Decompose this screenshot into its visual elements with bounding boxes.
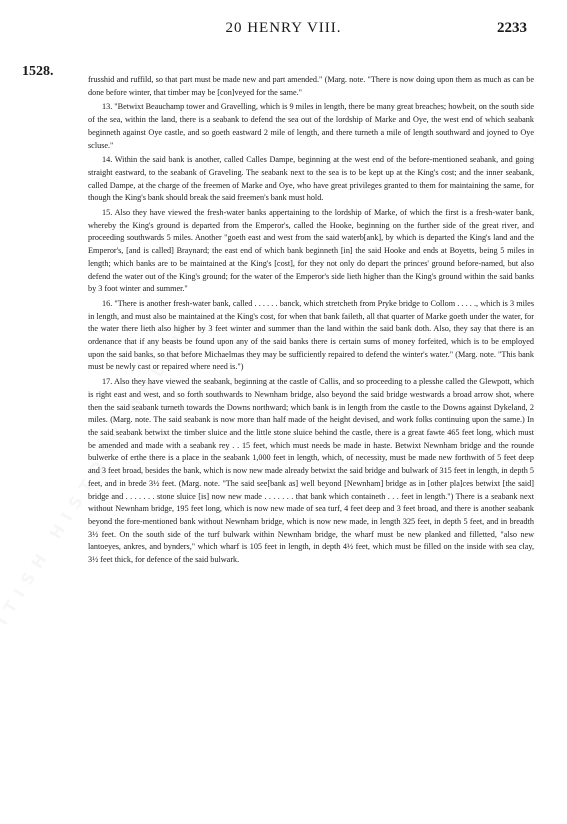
- page-number: 2233: [497, 20, 527, 36]
- reign-title: 20 HENRY VIII.: [225, 20, 342, 36]
- paragraph-continuation: frusshid and ruffild, so that part must be made new and part amended." (Marg. note. "There is now doing upon them as much as can be done before winter, that timber may be [con]veyed for the same.": [88, 75, 534, 97]
- paragraph-14: 14. Within the said bank is another, called Calles Dampe, beginning at the west end of the before-mentioned seabank, and going straight eastward, to the seabank of Graveling. The seabank next to the sea is to be kept up at the King's cost; and the inner seabank, called Dampe, at the charge of the freemen of Marke and Oye, who have great privileges granted to them for maintaining the same, for though the King's bank should break the said freemen's bank must hold.: [88, 155, 534, 203]
- year-marker: 1528.: [22, 64, 54, 79]
- paragraph-16: 16. "There is another fresh-water bank, called . . . . . . banck, which stretcheth from Pryke bridge to Collom . . . . ., which is 3 miles in length, and must also be maintained at the King's cost, for when that bank faileth, all that quarter of Marke goeth under the water, for the water there lieth also higher by 3 feet winter and summer than the land within the said bank doth. Also, they say that there is an ordenance that if any beasts be found upon any of the said banks there is certain sums of money forfeited, which is to be employed upon the said banks, so that before Michaelmas they may be sufficiently repaired to defend the winter's water." (Marg. note. "This bank must be newly cast or repaired where need is."): [88, 298, 534, 372]
- paragraph-13: 13. "Betwixt Beauchamp tower and Gravelling, which is 9 miles in length, there be many great breaches; howbeit, on the south side of the sea, within the land, there is a seabank to defend the sea out of the lordship of Marke and Oye, the west end of which seabank beginneth against Oye castle, and so goeth eastward 2 mile of length, and there turneth a mile of length southward and joyned to Oye scluse.": [88, 102, 534, 150]
- paragraph-17: 17. Also they have viewed the seabank, beginning at the castle of Callis, and so proceeding to a plesshe called the Glewpott, which is right east and west, and so forth southwards to Newnham bridge, also beyond the said bridge westwards a broad arrow shot, where then the said seabank turneth towards the Downs northward; which bank is in length from the castle to the Downs against Dykeland, 2 miles. (Marg. note. The said seabank is now more than half made of the height devised, and work folks continuing upon the same.) In the said seabank betwixt the timber sluice and the little stone sluice behind the castle, there is a great fawte 465 feet long, which must be amended and made with a seabank rey . . 15 feet, which must needs be made in haste. Betwixt Newnham bridge and the rounde bulwerke of erthe there is a place in the seabank 1,000 feet in length, which, of necessity, must be made new forthwith of 5 feet deep and 3 feet broad, besides the bank, which is now new made already betwixt the said bridge and bulwark of 315 feet in length, in depth 5 feet, and in brede 3½ feet. (Marg. note. "The said see[bank as] well beyond [Newnham] bridge as in [other pla]ces betwixt [the said] bridge and . . . . . . . stone sluice [is] now new made . . . . . . . that bank which containeth . . . feet in length.") There is a seabank next without Newnham bridge, 195 feet long, which is now new made of sea turf, 4 feet deep and 3 feet broad, and there is another seabank beyond the fore-mentioned bank without Newnham bridge, which is now new made, in length 325 feet, in depth 5 feet, and in breadth 3½ feet. On the south side of the turf bulwark within Newnham bridge, the wharf must be new planked and filletted, "also new lantoeyes, ankres, and bynders," which wharf is 105 feet in length, in depth 4½ feet, which must be filled on the inside with sea clay, 3½ feet thick, for defence of the said bulwark.: [88, 377, 534, 565]
- paragraph-15: 15. Also they have viewed the fresh-water banks appertaining to the lordship of Marke, of which the first is a fresh-water bank, whereby the King's ground is departed from the Emperor's, called the Hooke, beginning on the further side of the great river, and proceeding southwards 5 miles. Another "goeth east and west from the said waterb[ank], by which is departed the King's land and the Emperor's, [and is called] Braynard; the east end of which bank beginneth [in] the said Hooke and ends at Boyetts, being 5 miles in length; which banks are to be maintained at the King's [cost], for they not only do depart the princes' ground before-named, but also defend the water out of the King's ground; for the water of the Emperor's side lieth higher than the King's ground within the said banks by 3 foot winter and summer.": [88, 208, 534, 294]
- running-head: [0, 20, 567, 42]
- body-text: [88, 74, 534, 567]
